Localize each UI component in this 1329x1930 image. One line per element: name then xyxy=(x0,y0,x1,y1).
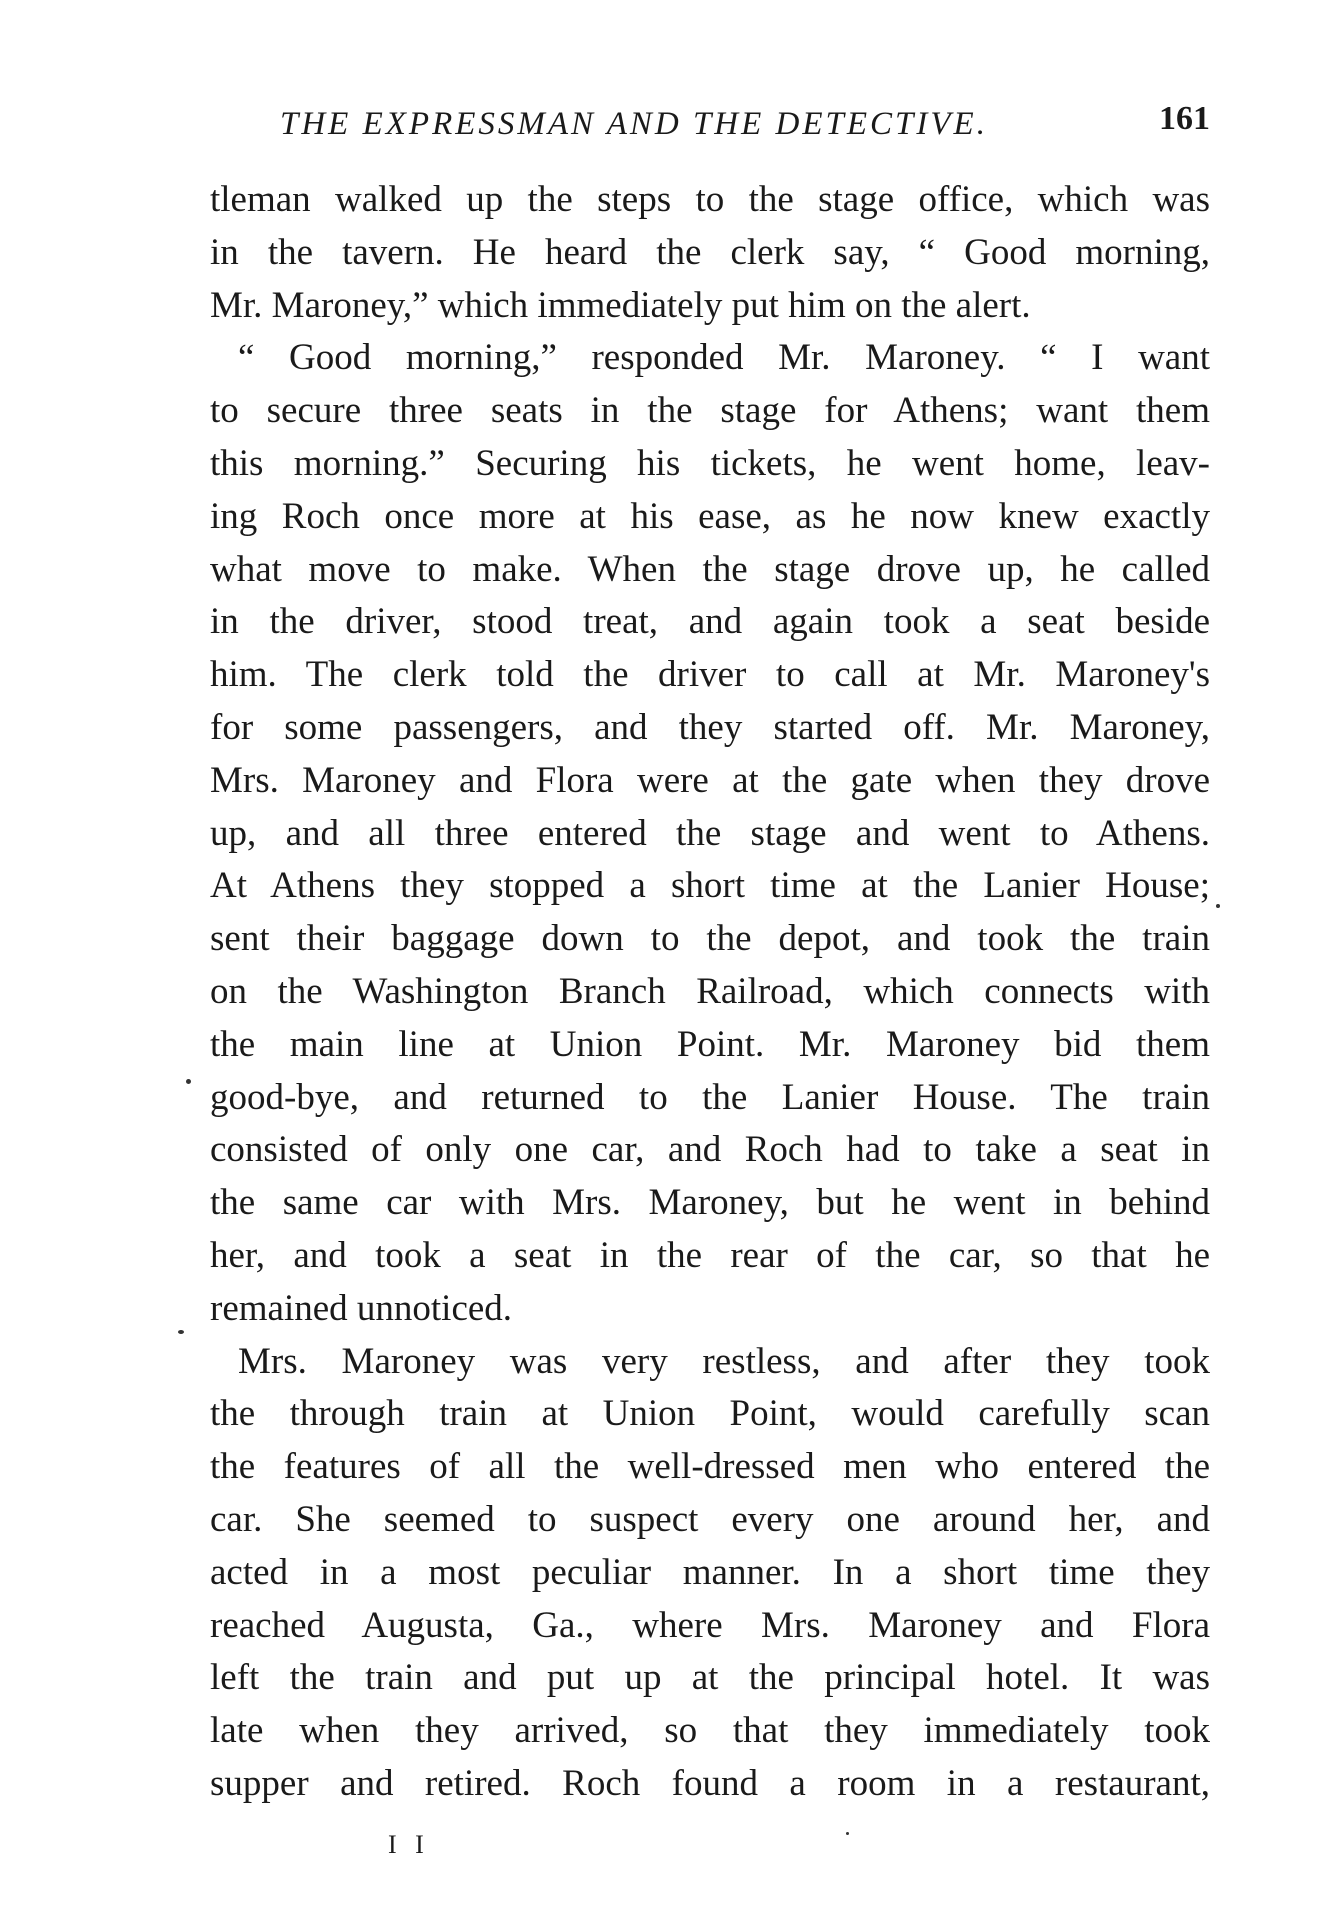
text-line: “ Good morning,” responded Mr. Maroney. “ I want xyxy=(238,337,1210,379)
print-speck xyxy=(186,1079,191,1084)
text-line: good-bye, and returned to the Lanier House. The train xyxy=(210,1076,1210,1118)
text-line: late when they arrived, so that they immediately took xyxy=(210,1710,1210,1752)
text-line: consisted of only one car, and Roch had to take a seat in xyxy=(210,1129,1210,1171)
text-line: At Athens they stopped a short time at the Lanier House; xyxy=(210,865,1210,907)
text-line: her, and took a seat in the rear of the car, so that he xyxy=(210,1234,1210,1276)
text-line: reached Augusta, Ga., where Mrs. Maroney and Flora xyxy=(210,1604,1210,1646)
running-head-title: THE EXPRESSMAN AND THE DETECTIVE. xyxy=(280,106,988,142)
text-line: Mr. Maroney,” which immediately put him on the alert. xyxy=(210,284,1031,326)
text-line: on the Washington Branch Railroad, which connects with xyxy=(210,970,1210,1012)
running-head xyxy=(280,100,1210,150)
signature-mark: I I xyxy=(388,1830,430,1859)
text-line: him. The clerk told the driver to call at Mr. Maroney's xyxy=(210,654,1210,696)
text-line: this morning.” Securing his tickets, he went home, leav- xyxy=(210,442,1210,484)
text-line: car. She seemed to suspect every one around her, and xyxy=(210,1498,1210,1540)
text-line: for some passengers, and they started off. Mr. Maroney, xyxy=(210,706,1210,748)
print-speck xyxy=(1216,904,1220,908)
text-line: Mrs. Maroney was very restless, and after they took xyxy=(238,1340,1210,1382)
text-line: what move to make. When the stage drove up, he called xyxy=(210,548,1210,590)
text-line: acted in a most peculiar manner. In a short time they xyxy=(210,1551,1210,1593)
text-line: to secure three seats in the stage for Athens; want them xyxy=(210,390,1210,432)
text-line: the same car with Mrs. Maroney, but he went in behind xyxy=(210,1182,1210,1224)
page-number: 161 xyxy=(1159,100,1210,137)
text-line: in the driver, stood treat, and again took a seat beside xyxy=(210,601,1210,643)
text-line: in the tavern. He heard the clerk say, “ Good morning, xyxy=(210,231,1210,273)
print-speck xyxy=(846,1832,849,1835)
text-line: remained unnoticed. xyxy=(210,1287,513,1329)
text-line: ing Roch once more at his ease, as he now knew exactly xyxy=(210,495,1210,537)
text-line: supper and retired. Roch found a room in a restaurant, xyxy=(210,1762,1210,1804)
text-line: Mrs. Maroney and Flora were at the gate when they drove xyxy=(210,759,1210,801)
text-line: tleman walked up the steps to the stage office, which was xyxy=(210,179,1210,220)
text-line: the through train at Union Point, would carefully scan xyxy=(210,1393,1210,1435)
text-line: the main line at Union Point. Mr. Maroney bid them xyxy=(210,1023,1210,1065)
body-text xyxy=(210,174,1210,1811)
text-line: up, and all three entered the stage and went to Athens. xyxy=(210,812,1210,854)
text-line: the features of all the well-dressed men who entered the xyxy=(210,1446,1210,1488)
text-line: sent their baggage down to the depot, and took the train xyxy=(210,918,1210,960)
text-line: left the train and put up at the principal hotel. It was xyxy=(210,1657,1210,1699)
print-speck xyxy=(178,1330,184,1334)
